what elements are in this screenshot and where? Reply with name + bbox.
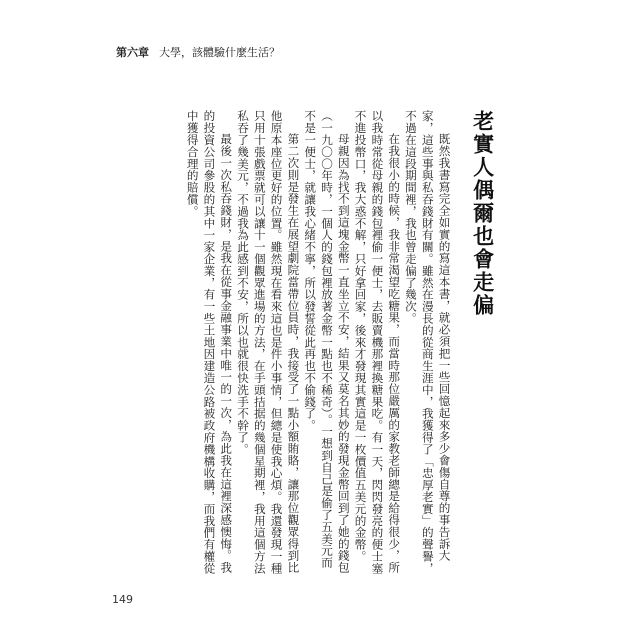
paragraph: 母親因為找不到這塊金幣一直坐立不安，結果又莫名其妙的發現金幣回到了她的錢包（一九〇〇年時，一個人的錢包裡放著金幣一點也不稀奇）。一想到自己是偷了五美元而不是一便士，就讓我心緒不寧，所以發誓從此再也不偷錢了。 [303,110,351,574]
paragraph: 在我很小的時候，我非常渴望吃糖果，而當時那位嚴厲的家教老師總是給得很少，所以我時常從母親的錢包裡偷一便士，去販賣機那裡換糖果吃。有一天，閃閃發亮的便士塞不進投幣口，我大惑不解，只好拿回家，後來才發現其實這是一枚價值五美元的金幣。 [353,110,402,575]
paragraph: 最後一次私吞錢財，是我在從事金融事業中唯一的一次，為此我在這裡深感懊悔。我的投資公司參股的其中一家企業，有一些土地因建造公路被政府機構收購，而我們有權從中獲得合理的賠償。 [185,110,234,575]
page-number: 149 [112,593,133,606]
chapter-title: 大學，該體驗什麼生活？ [159,46,280,59]
paragraph: 既然我書寫完全如實的寫這本書，就必須把一些回憶起來多少會傷自尊的事告訴大家，這些事與私吞錢財有關。雖然在漫長的從商生涯中，我獲得了「忠厚老實」的聲譽，不過在這段期間裡，我也曾走偏了幾次。 [403,110,452,575]
section-title: 老實人偶爾也會走偏 [470,110,495,317]
running-head [116,44,280,60]
vertical-text-block [128,110,512,580]
paragraph: 第二次則是發生在展望劇院當帶位員時，我接受了一點小額賄賂，讓那位觀眾得到比他原本座位更好的位置。雖然現在看來這也是件小事情，但總是使我心煩。我還發現一種只用十張戲票就可以讓十一個觀眾進場的方法，在手頭拮据的幾個星期裡，我用這個方法私吞了幾美元，不過我為此感到不安，所以也就很快洗手不幹了。 [236,110,301,575]
chapter-label: 第六章 [116,46,149,59]
